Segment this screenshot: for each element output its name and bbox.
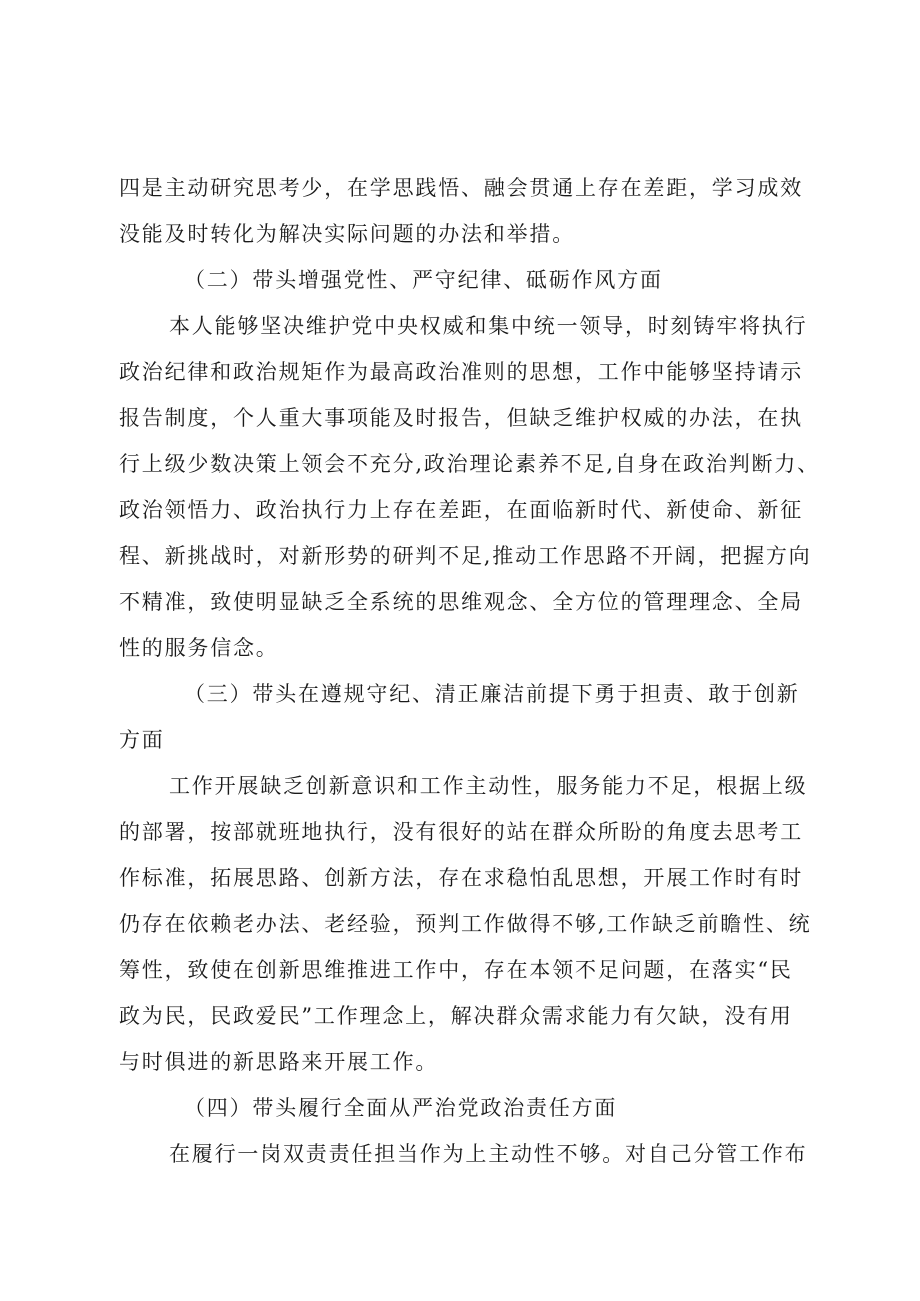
text-line: 政治纪律和政治规矩作为最高政治准则的思想，工作中能够坚持请示 (119, 360, 803, 384)
section-heading-3 (119, 671, 831, 763)
text-line: 的部署，按部就班地执行，没有很好的站在群众所盼的角度去思考工 (119, 820, 803, 844)
document-body (119, 165, 831, 1177)
text-line: 作标准，拓展思路、创新方法，存在求稳怕乱思想，开展工作时有时 (119, 866, 803, 890)
heading-line: （三）带头在遵规守纪、清正廉洁前提下勇于担责、敢于创新 (184, 682, 800, 706)
text-line: 在履行一岗双责责任担当作为上主动性不够。对自己分管工作布 (169, 1142, 808, 1166)
text-line: 政为民，民政爱民”工作理念上，解决群众需求能力有欠缺，没有用 (119, 1004, 793, 1028)
text-line: 程、新挑战时，对新形势的研判不足,推动工作思路不开阔，把握方向 (119, 544, 812, 568)
heading-line: （四）带头履行全面从严治党政治责任方面 (184, 1096, 618, 1120)
text-line: 四是主动研究思考少，在学思践悟、融会贯通上存在差距，学习成效 (119, 176, 803, 200)
text-line: 与时俱进的新思路来开展工作。 (119, 1050, 439, 1074)
text-line: 政治领悟力、政治执行力上存在差距，在面临新时代、新使命、新征 (119, 498, 803, 522)
paragraph-continuation (119, 165, 831, 257)
text-line: 仍存在依赖老办法、老经验，预判工作做得不够,工作缺乏前瞻性、统 (119, 912, 812, 936)
text-line: 行上级少数决策上领会不充分,政治理论素养不足,自身在政治判断力、 (119, 452, 820, 476)
section-heading-4 (119, 1085, 831, 1131)
paragraph-responsibility (119, 1131, 831, 1177)
text-line: 筹性，致使在创新思维推进工作中，存在本领不足问题，在落实“民 (119, 958, 793, 982)
text-line: 本人能够坚决维护党中央权威和集中统一领导，时刻铸牢将执行 (169, 314, 808, 338)
paragraph-innovation (119, 763, 831, 1085)
text-line: 报告制度，个人重大事项能及时报告，但缺乏维护权威的办法，在执 (119, 406, 803, 430)
section-heading-2 (119, 257, 831, 303)
text-line: 没能及时转化为解决实际问题的办法和举措。 (119, 222, 575, 246)
heading-line: 方面 (119, 728, 165, 752)
text-line: 不精准，致使明显缺乏全系统的思维观念、全方位的管理理念、全局 (119, 590, 803, 614)
paragraph-party-discipline (119, 303, 831, 671)
text-line: 工作开展缺乏创新意识和工作主动性，服务能力不足，根据上级 (169, 774, 808, 798)
heading-line: （二）带头增强党性、严守纪律、砥砺作风方面 (184, 268, 663, 292)
text-line: 性的服务信念。 (119, 636, 279, 660)
